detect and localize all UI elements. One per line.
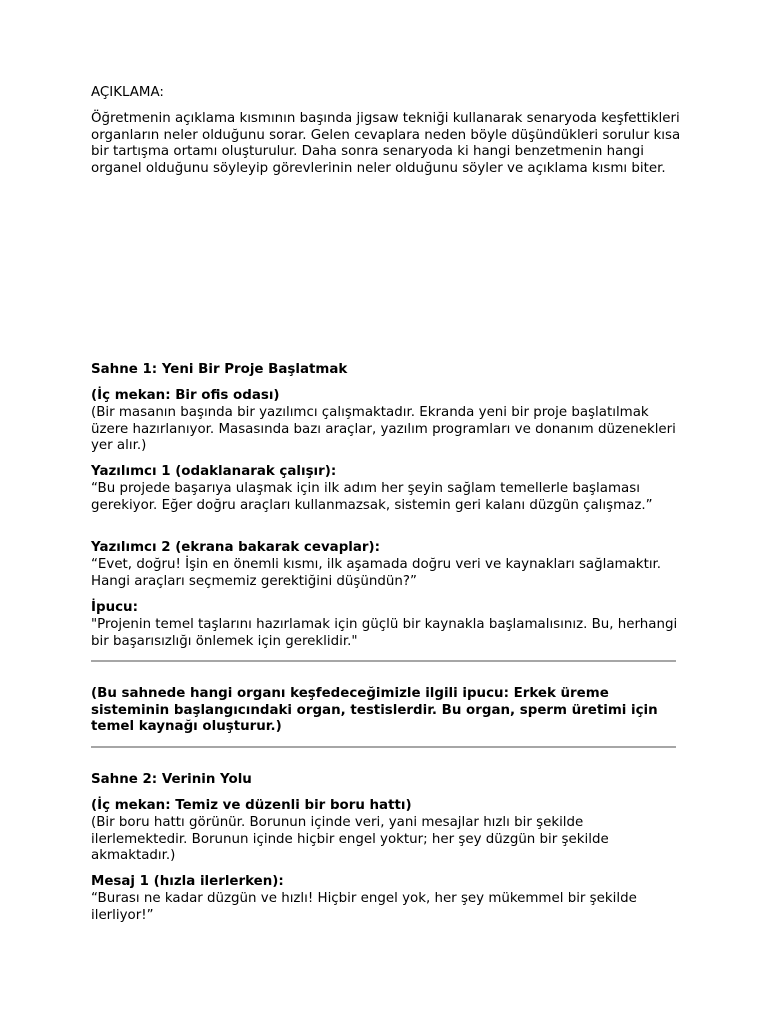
scene1-hint-label: İpucu: — [91, 600, 138, 615]
scene1-speaker1: Yazılımcı 1 (odaklanarak çalışır): — [91, 464, 337, 479]
intro-heading: AÇIKLAMA: — [91, 85, 164, 100]
divider-top — [91, 660, 676, 662]
scene2-speaker1: Mesaj 1 (hızla ilerlerken): — [91, 874, 284, 889]
organ-hint: (Bu sahnede hangi organı keşfedeceğimizle ilgili ipucu: Erkek üreme sisteminin başlangıcındaki organ, testislerdir. Bu organ, sperm üretimi için temel kaynağı oluşturur.) — [91, 686, 658, 735]
scene2-line1: “Burası ne kadar düzgün ve hızlı! Hiçbir engel yok, her şey mükemmel bir şekilde ilerliyor!” — [91, 891, 637, 923]
scene1-line1: “Bu projede başarıya ulaşmak için ilk adım her şeyin sağlam temellerle başlaması gerekiyor. Eğer doğru araçları kullanmazsak, sistemin geri kalanı düzgün çalışmaz.” — [91, 481, 653, 513]
scene2-setting-text: (Bir boru hattı görünür. Borunun içinde veri, yani mesajlar hızlı bir şekilde ilerlemektedir. Borunun içinde hiçbir engel yoktur; her şey düzgün bir şekilde akmaktadır.) — [91, 815, 609, 864]
scene1-line2: “Evet, doğru! İşin en önemli kısmı, ilk aşamada doğru veri ve kaynakları sağlamaktır. Hangi araçları seçmemiz gerektiğini düşündün?” — [91, 557, 662, 589]
scene2-title: Sahne 2: Verinin Yolu — [91, 772, 252, 787]
scene1-setting-text: (Bir masanın başında bir yazılımcı çalışmaktadır. Ekranda yeni bir proje başlatılmak üzere hazırlanıyor. Masasında bazı araçlar, yazılım programları ve donanım düzenekleri yer alır.) — [91, 405, 676, 454]
scene1-setting-label: (İç mekan: Bir ofis odası) — [91, 388, 280, 403]
scene2-setting-label: (İç mekan: Temiz ve düzenli bir boru hattı) — [91, 798, 412, 813]
intro-paragraph: Öğretmenin açıklama kısmının başında jigsaw tekniği kullanarak senaryoda keşfettikleri organların neler olduğunu sorar. Gelen cevaplara neden böyle düşündükleri sorulur kısa bir tartışma ortamı oluşturulur. Daha sonra senaryoda ki hangi benzetmenin hangi organel olduğunu söyleyip görevlerinin neler olduğunu söyler ve açıklama kısmı biter. — [91, 111, 681, 176]
divider-bottom — [91, 746, 676, 748]
scene1-hint-text: "Projenin temel taşlarını hazırlamak için güçlü bir kaynakla başlamalısınız. Bu, herhangi bir başarısızlığı önlemek için gereklidir." — [91, 617, 678, 649]
scene1-speaker2: Yazılımcı 2 (ekrana bakarak cevaplar): — [91, 540, 381, 555]
scene1-title: Sahne 1: Yeni Bir Proje Başlatmak — [91, 362, 348, 377]
